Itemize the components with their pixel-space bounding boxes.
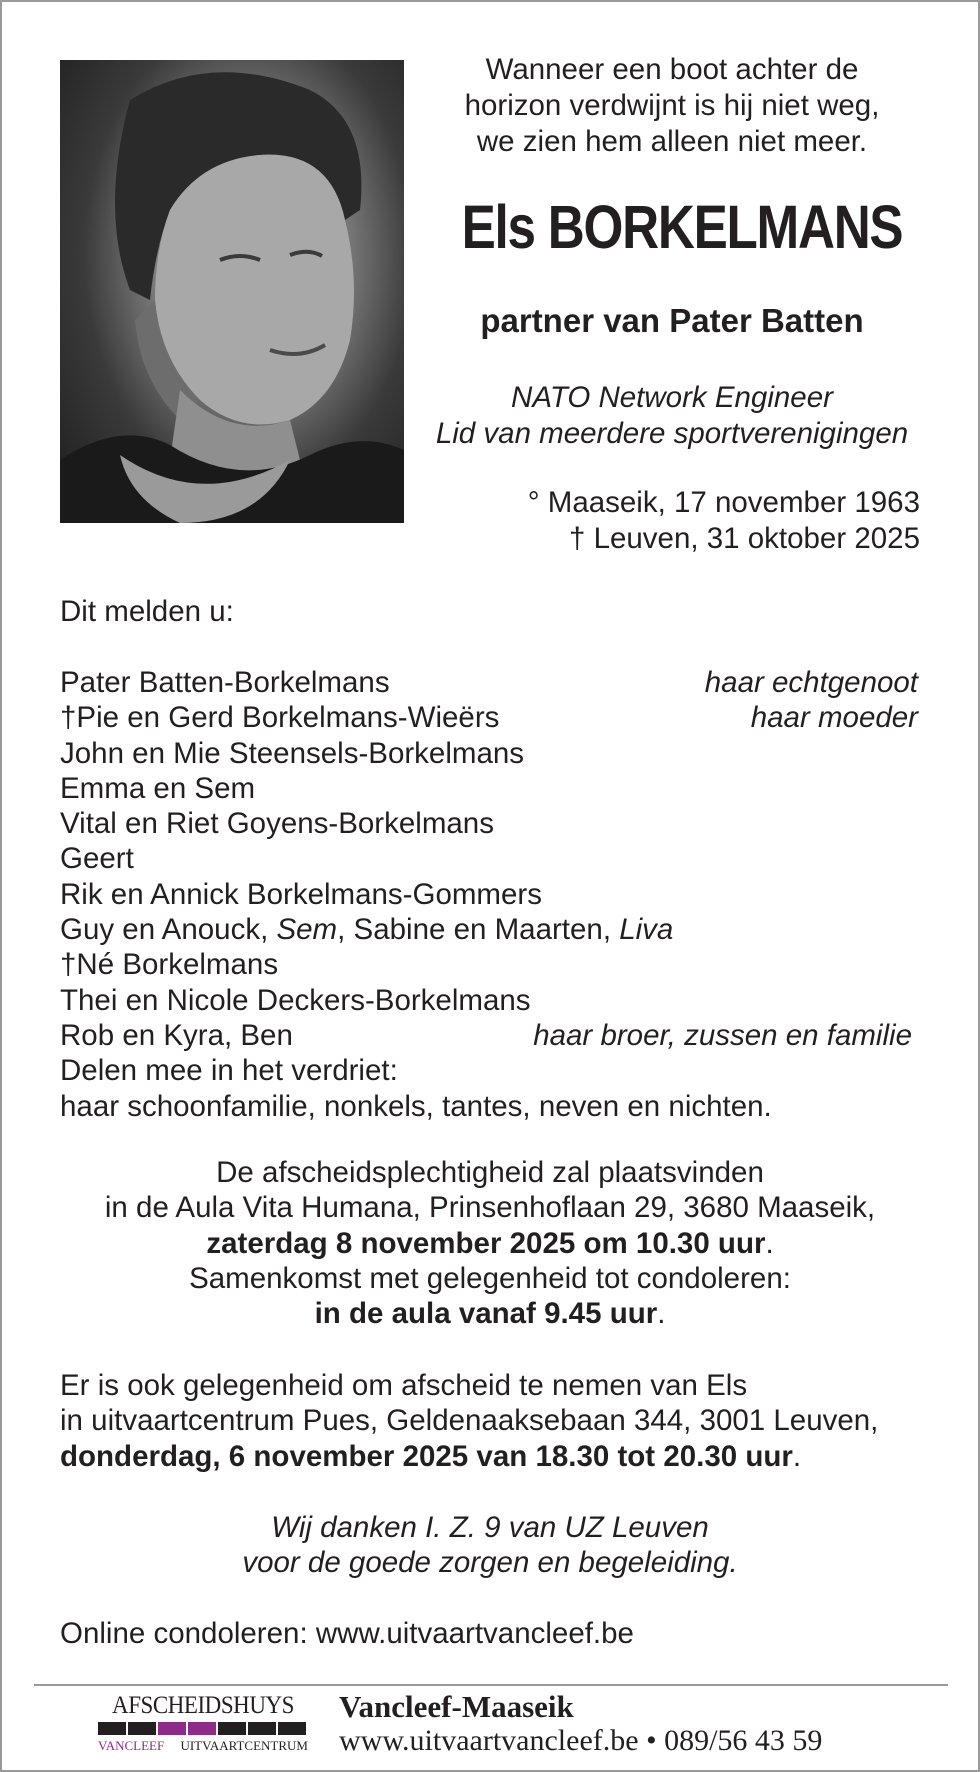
logo-bar-segment	[278, 1722, 306, 1735]
life-dates	[528, 485, 920, 557]
logo-title: AFSCHEIDSHUYS	[112, 1692, 294, 1719]
family-name-part: , Sabine en Maarten,	[337, 913, 620, 947]
family-row	[60, 877, 918, 912]
family-name: Thei en Nicole Deckers-Borkelmans	[60, 983, 531, 1017]
logo-bar-segment	[218, 1722, 246, 1735]
family-row	[60, 1018, 918, 1053]
partner-line: partner van Pater Batten	[480, 302, 864, 339]
poem-line: Wanneer een boot achter de	[485, 53, 859, 86]
sharing-text: haar schoonfamilie, nonkels, tantes, neven en nichten.	[60, 1089, 772, 1123]
ceremony-line: De afscheidsplechtigheid zal plaatsvinden	[216, 1156, 764, 1189]
ceremony-datetime: zaterdag 8 november 2025 om 10.30 uur	[206, 1226, 766, 1260]
logo-left-text: VANCLEEF	[98, 1738, 165, 1753]
ceremony-datetime-line	[22, 1226, 958, 1261]
firm-name: Vancleef-Maaseik	[339, 1689, 574, 1724]
family-row	[60, 947, 918, 982]
family-row	[60, 736, 918, 771]
role-line: NATO Network Engineer	[511, 381, 833, 414]
logo-bar	[98, 1722, 308, 1735]
birth-date: ° Maaseik, 17 november 1963	[527, 486, 920, 519]
family-name-part: Guy en Anouck,	[60, 913, 277, 947]
ceremony-block	[22, 1155, 958, 1331]
logo-bar-segment-accent	[158, 1722, 186, 1735]
logo-bar-segment	[128, 1722, 156, 1735]
family-row	[60, 841, 918, 876]
family-name: Rik en Annick Borkelmans-Gommers	[60, 877, 542, 911]
family-relation: haar moeder	[750, 701, 918, 735]
condolence-punct: .	[657, 1297, 666, 1331]
thanks-line: Wij danken I. Z. 9 van UZ Leuven	[271, 1511, 709, 1544]
family-name: Geert	[60, 842, 134, 876]
logo-right-text: UITVAARTCENTRUM	[180, 1738, 308, 1753]
family-relation: haar echtgenoot	[704, 666, 918, 699]
viewing-datetime: donderdag, 6 november 2025 van 18.30 tot 20.30 uur	[60, 1439, 793, 1473]
afscheidshuys-logo	[98, 1692, 308, 1756]
poem-line: horizon verdwijnt is hij niet weg,	[464, 89, 880, 122]
family-name-part-italic: Sem	[276, 913, 338, 947]
family-row	[60, 983, 918, 1018]
viewing-datetime-line	[60, 1439, 938, 1474]
online-condolence: Online condoleren: www.uitvaartvancleef.be	[60, 1617, 634, 1650]
deceased-name: Els BORKELMANS	[461, 193, 903, 261]
family-name: Vital en Riet Goyens-Borkelmans	[60, 807, 494, 841]
ceremony-line: Samenkomst met gelegenheid tot condoleren:	[189, 1261, 791, 1295]
logo-subtitle	[98, 1738, 308, 1754]
logo-bar-segment	[248, 1722, 276, 1735]
family-list	[60, 665, 918, 1124]
family-name: Rob en Kyra, Ben	[60, 1018, 293, 1052]
announcement-intro: Dit melden u:	[60, 595, 234, 628]
thanks-line: voor de goede zorgen en begeleiding.	[242, 1546, 738, 1580]
family-row	[60, 806, 918, 841]
family-row	[60, 912, 918, 947]
family-name: John en Mie Steensels-Borkelmans	[60, 736, 525, 770]
family-name: Emma en Sem	[60, 771, 256, 805]
family-row	[60, 700, 918, 735]
portrait-photo	[60, 60, 404, 523]
viewing-block	[60, 1368, 938, 1474]
family-name: †Pie en Gerd Borkelmans-Wieërs	[60, 701, 500, 735]
thanks-block	[22, 1510, 958, 1581]
viewing-punct: .	[792, 1439, 802, 1473]
logo-bar-segment	[98, 1722, 126, 1735]
family-name: †Né Borkelmans	[60, 948, 279, 982]
family-row	[60, 665, 918, 700]
family-name-part-italic: Liva	[619, 913, 674, 947]
viewing-line: Er is ook gelegenheid om afscheid te nemen van Els	[60, 1369, 748, 1402]
roles	[402, 380, 942, 452]
condolence-line	[22, 1296, 958, 1331]
logo-bar-segment-accent	[188, 1722, 216, 1735]
family-name: Pater Batten-Borkelmans	[60, 666, 390, 699]
poem-line: we zien hem alleen niet meer.	[476, 125, 868, 158]
condolence-time: in de aula vanaf 9.45 uur	[314, 1297, 658, 1331]
role-line: Lid van meerdere sportverenigingen	[435, 417, 909, 450]
ceremony-line: in de Aula Vita Humana, Prinsenhoflaan 29, 3680 Maaseik,	[104, 1191, 876, 1225]
family-relation: haar broer, zussen en familie	[533, 1018, 912, 1052]
poem	[412, 52, 932, 160]
sharing-label: Delen mee in het verdriet:	[60, 1054, 398, 1088]
family-row	[60, 771, 918, 806]
death-date: † Leuven, 31 oktober 2025	[568, 522, 920, 555]
ceremony-punct: .	[765, 1226, 774, 1260]
footer-divider	[34, 1684, 948, 1686]
viewing-line: in uitvaartcentrum Pues, Geldenaaksebaan 344, 3001 Leuven,	[60, 1404, 879, 1438]
portrait-photo-drawing	[60, 60, 404, 523]
firm-contact: www.uitvaartvancleef.be • 089/56 43 59	[339, 1724, 823, 1757]
